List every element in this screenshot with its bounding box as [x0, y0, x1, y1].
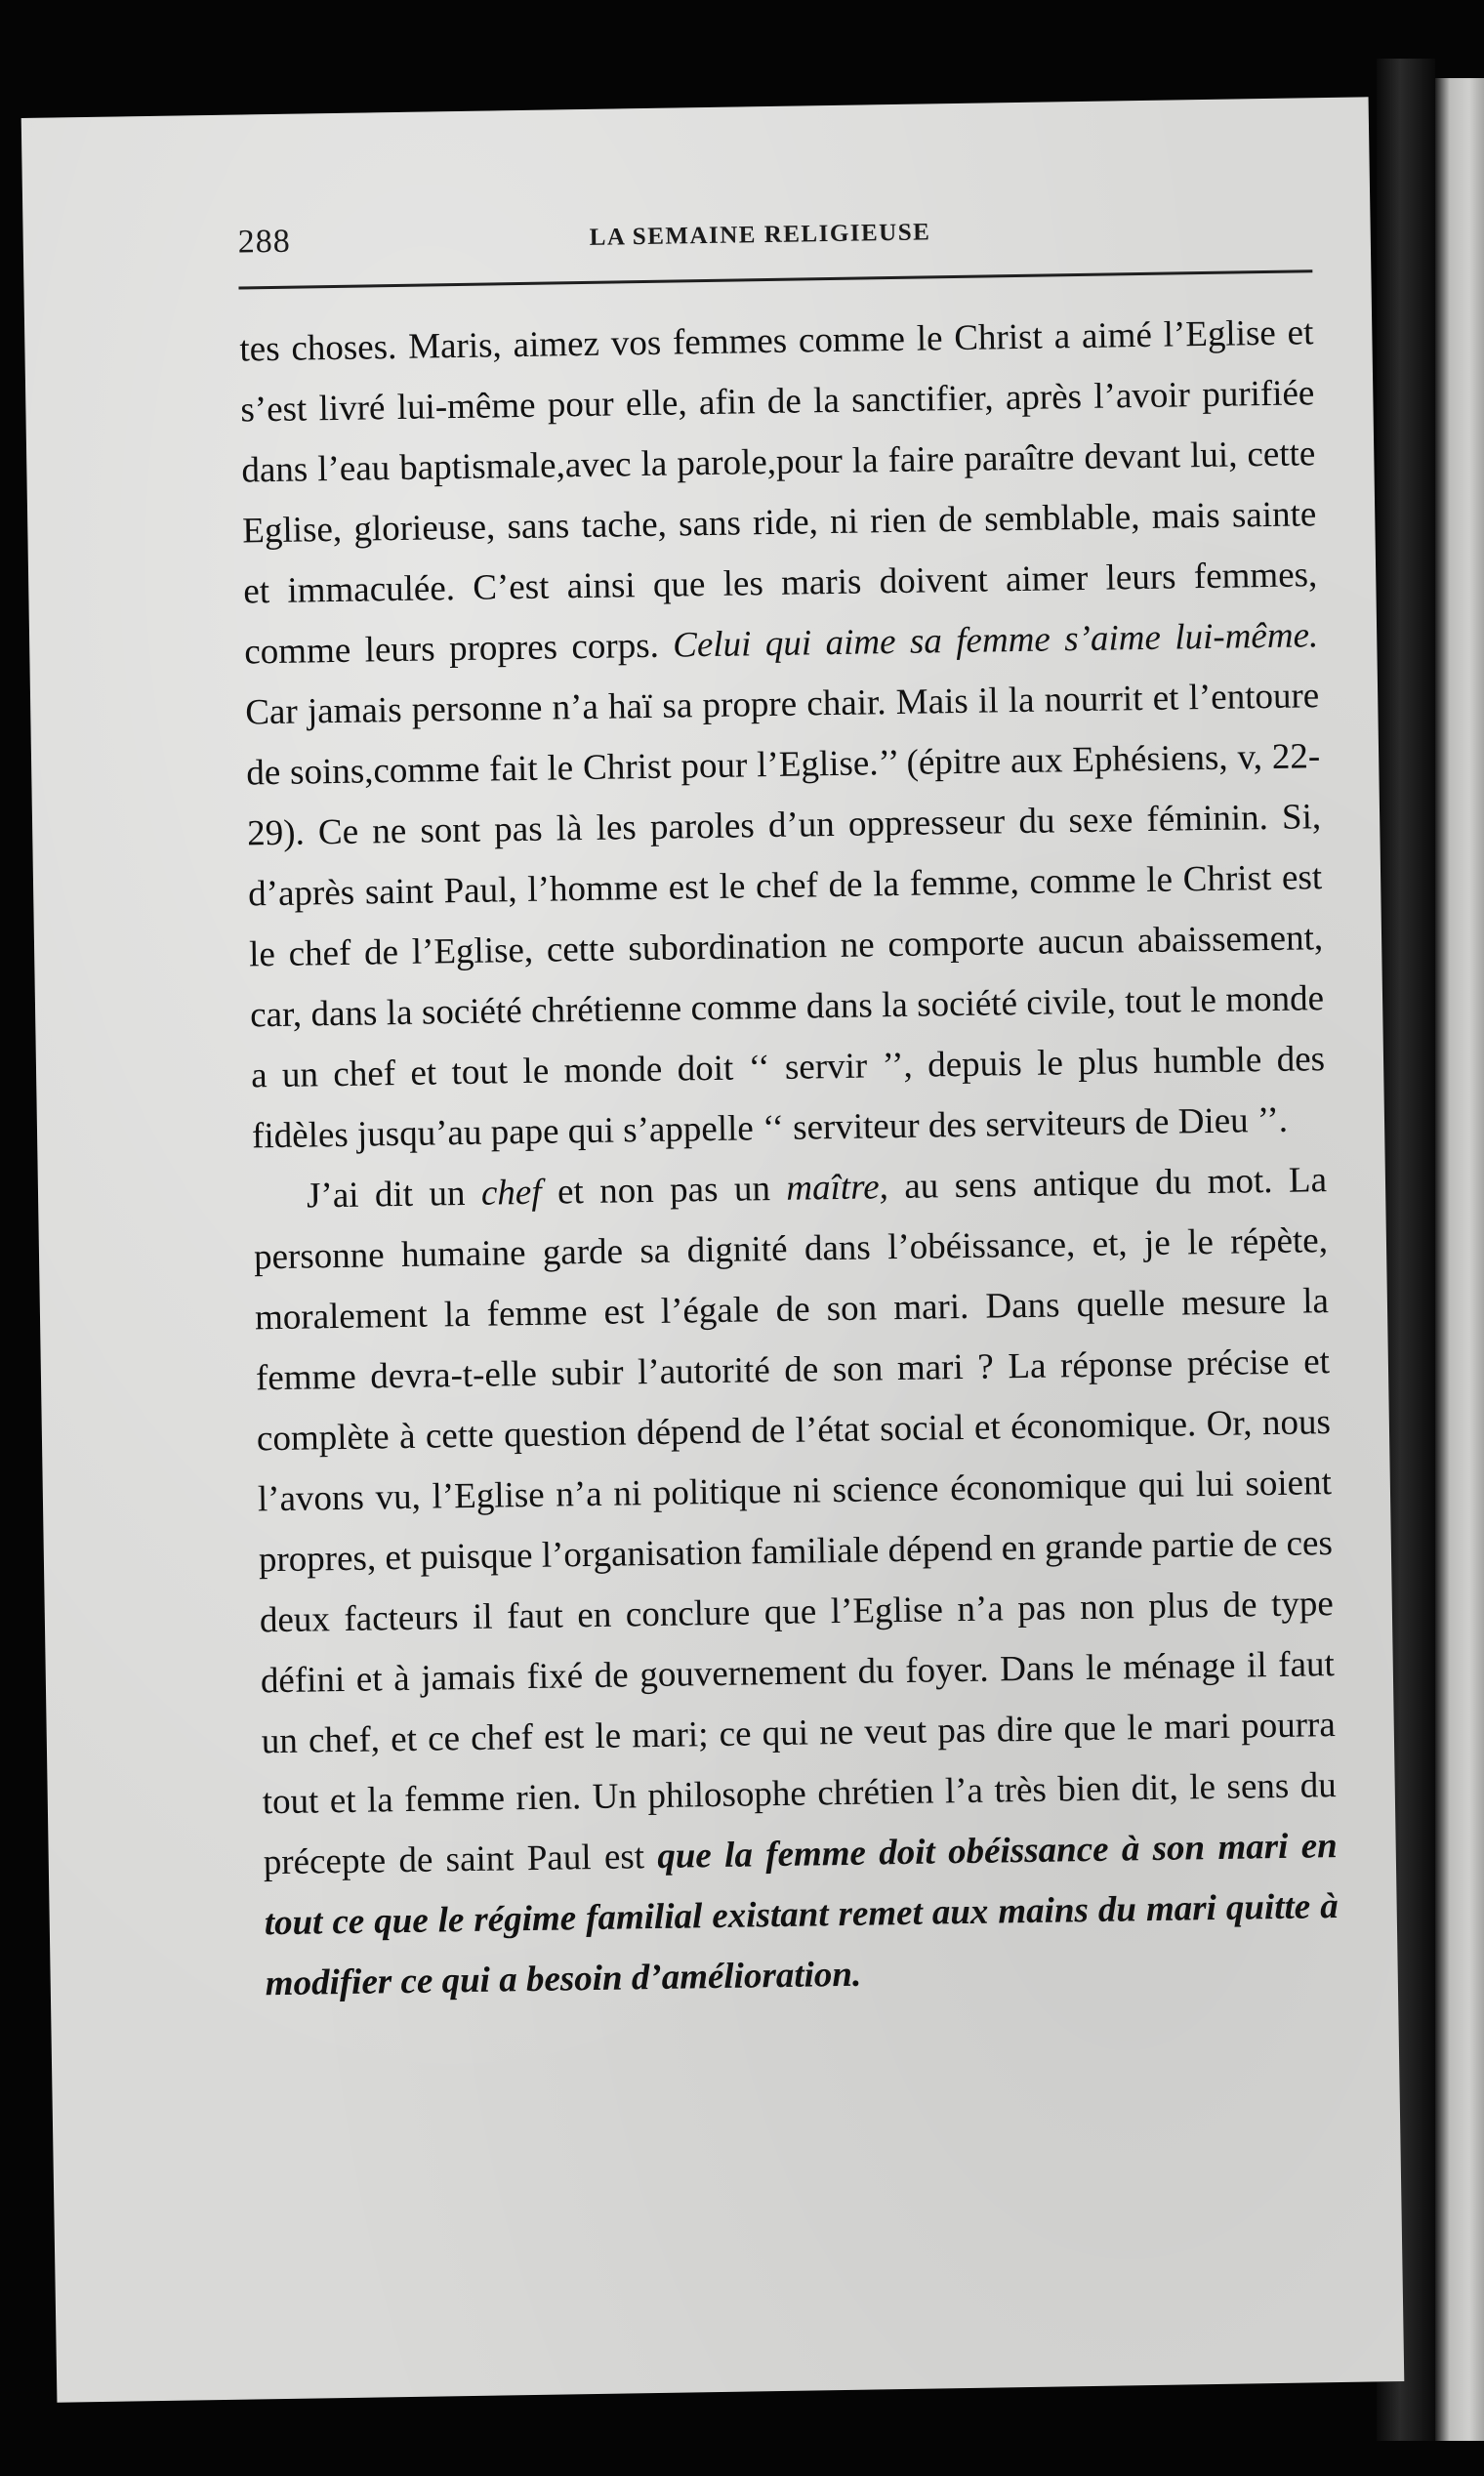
header-rule	[238, 269, 1312, 289]
page-header	[237, 207, 1301, 263]
paragraph-1-text-a: tes choses. Maris, aimez vos femmes comme le Christ a aimé l’Eglise et s’est livré lui-même pour elle, afin de la sanctifier, après l’avoir purifiée dans l’eau baptismale,avec la parole,pour la faire paraître devant lui, cette Eglise, glorieuse, sans tache, sans ride, ni rien de semblable, mais sainte et immaculée. C’est ainsi que les maris doivent aimer leurs femmes, comme leurs propres corps.	[239, 312, 1318, 673]
paragraph-2-italic-maitre: maître,	[786, 1167, 889, 1209]
paragraph-2-text-b: et non pas un	[541, 1168, 787, 1213]
body-text	[239, 303, 1340, 2014]
page-number: 288	[237, 223, 292, 261]
paragraph-1	[239, 303, 1326, 1167]
paragraph-2-italic-conclusion: que la femme doit obéissance à son mari en tout ce que le régime familial existant remet aux mains du mari quitte à modifier ce qui a besoin d’amélioration.	[264, 1826, 1339, 2004]
next-page-edge	[1435, 78, 1484, 2441]
paragraph-1-italic-quote: Celui qui aime sa femme s’aime lui-même.	[672, 615, 1319, 666]
running-title: LA SEMAINE RELIGIEUSE	[589, 219, 931, 251]
paragraph-2	[253, 1150, 1340, 2014]
paragraph-1-text-b: Car jamais personne n’a haï sa propre chair. Mais il la nourrit et l’entoure de soins,comme fait le Christ pour l’Eglise.’’ (épitre aux Ephésiens, v, 22-29). Ce ne sont pas là les paroles d’un oppresseur du sexe féminin. Si, d’après saint Paul, l’homme est le chef de la femme, comme le Christ est le chef de l’Eglise, cette subordination ne comporte aucun abaissement, car, dans la société chrétienne comme dans la société civile, tout le monde a un chef et tout le monde doit ‘‘ servir ’’, depuis le plus humble des fidèles jusqu’au pape qui s’appelle ‘‘ serviteur des serviteurs de Dieu ’’.	[244, 676, 1326, 1157]
paragraph-2-text-a: J’ai dit un	[306, 1173, 482, 1217]
paragraph-2-text-c: au sens antique du mot. La personne humaine garde sa dignité dans l’obéissance, et, je le répète, moralement la femme est l’égale de son mari. Dans quelle mesure la femme devra-t-elle subir l’autorité de son mari ? La réponse précise et complète à cette question dépend de l’état social et économique. Or, nous l’avons vu, l’Eglise n’a ni politique ni science économique qui lui soient propres, et puisque l’organisation familiale dépend en grande partie de ces deux facteurs il faut en conclure que l’Eglise n’a pas non plus de type défini et à jamais fixé de gouvernement du foyer. Dans le ménage il faut un chef, et ce chef est le mari; ce qui ne veut pas dire que le mari pourra tout et la femme rien. Un philosophe chrétien l’a très bien dit, le sens du précepte de saint Paul est	[253, 1160, 1338, 1883]
paragraph-2-italic-chef: chef	[480, 1172, 542, 1214]
scanned-page	[21, 97, 1405, 2402]
